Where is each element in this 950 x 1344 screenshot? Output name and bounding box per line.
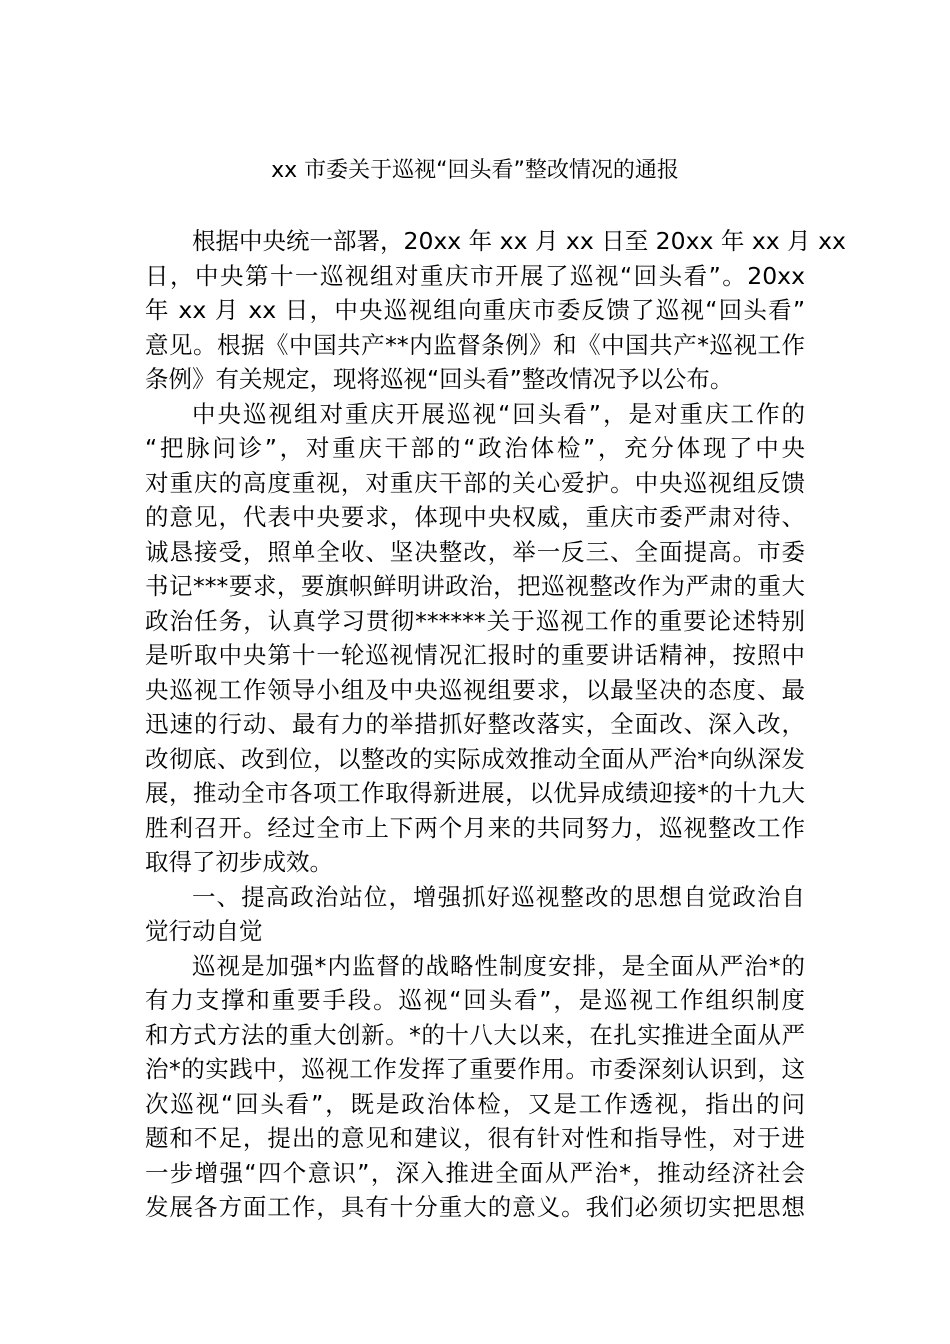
body-line: 胜利召开。经过全市上下两个月来的共同努力，巡视整改工作: [145, 813, 805, 842]
body-line: 发展各方面工作，具有十分重大的意义。我们必须切实把思想: [145, 1193, 805, 1221]
body-line: 对重庆的高度重视，对重庆干部的关心爱护。中央巡视组反馈: [145, 468, 805, 497]
body-line: 次巡视“回头看”，既是政治体检，又是工作透视，指出的问: [145, 1089, 805, 1118]
body-line: 一步增强“四个意识”，深入推进全面从严治*，推动经济社会: [145, 1158, 805, 1187]
body-line: 是听取中央第十一轮巡视情况汇报时的重要讲话精神，按照中: [145, 641, 805, 669]
body-line: 的意见，代表中央要求，体现中央权威，重庆市委严肃对待、: [145, 503, 805, 531]
body-line: 央巡视工作领导小组及中央巡视组要求，以最坚决的态度、最: [145, 675, 805, 704]
body-line: 改彻底、改到位，以整改的实际成效推动全面从严治*向纵深发: [145, 744, 805, 773]
body-line: 根据中央统一部署，20xx 年 xx 月 xx 日至 20xx 年 xx 月 xx: [192, 227, 846, 255]
body-line: 治*的实践中，巡视工作发挥了重要作用。市委深刻认识到，这: [145, 1055, 805, 1083]
body-line: 有力支撑和重要手段。巡视“回头看”，是巡视工作组织制度: [145, 986, 805, 1014]
document-body: [145, 224, 846, 1225]
body-line: 和方式方法的重大创新。*的十八大以来，在扎实推进全面从严: [145, 1020, 805, 1049]
section-heading-line: 觉行动自觉: [145, 917, 263, 945]
body-line: 条例》有关规定，现将巡视“回头看”整改情况予以公布。: [145, 365, 734, 393]
body-line: 题和不足，提出的意见和建议，很有针对性和指导性，对于进: [145, 1124, 805, 1152]
body-line: “把脉问诊”，对重庆干部的“政治体检”，充分体现了中央: [145, 434, 805, 462]
body-line: 政治任务，认真学习贯彻******关于巡视工作的重要论述特别: [145, 606, 805, 635]
body-line: 年 xx 月 xx 日，中央巡视组向重庆市委反馈了巡视“回头看”: [145, 296, 805, 324]
document-title: xx 市委关于巡视“回头看”整改情况的通报: [271, 158, 679, 183]
body-line: 中央巡视组对重庆开展巡视“回头看”，是对重庆工作的: [192, 399, 805, 428]
body-line: 展，推动全市各项工作取得新进展，以优异成绩迎接*的十九大: [145, 779, 805, 807]
body-line: 取得了初步成效。: [145, 848, 333, 876]
section-heading-line: 一、提高政治站位，增强抓好巡视整改的思想自觉政治自: [192, 882, 805, 911]
body-line: 意见。根据《中国共产**内监督条例》和《中国共产*巡视工作: [145, 330, 805, 359]
body-line: 日，中央第十一巡视组对重庆市开展了巡视“回头看”。20xx: [145, 261, 805, 290]
body-line: 巡视是加强*内监督的战略性制度安排，是全面从严治*的: [192, 951, 805, 980]
body-line: 诚恳接受，照单全收、坚决整改，举一反三、全面提高。市委: [145, 537, 805, 566]
body-line: 书记***要求，要旗帜鲜明讲政治，把巡视整改作为严肃的重大: [145, 572, 805, 600]
body-line: 迅速的行动、最有力的举措抓好整改落实，全面改、深入改，: [145, 710, 805, 738]
